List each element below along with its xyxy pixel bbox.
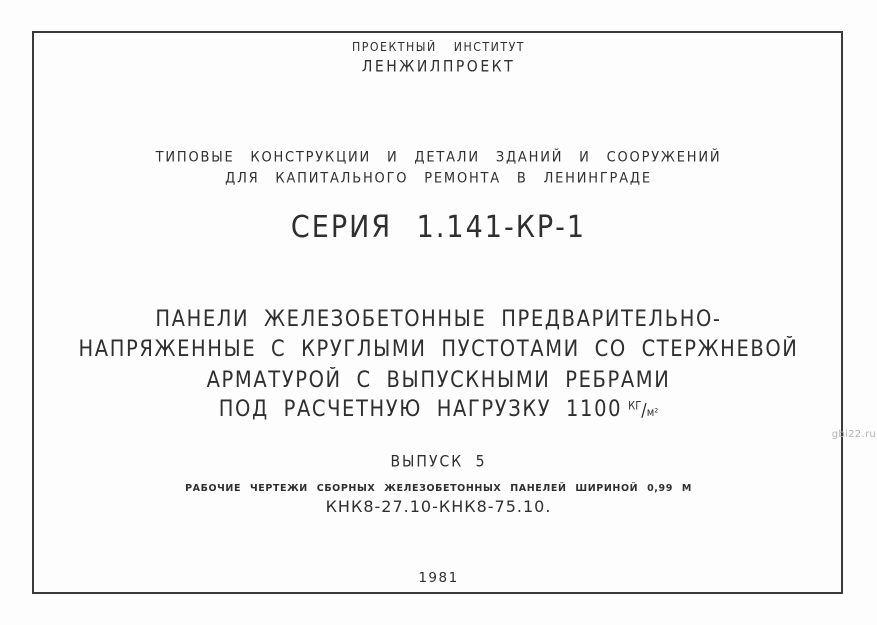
publication-year: 1981 [418,570,459,586]
load-unit-denominator: м² [646,407,659,420]
series-caption-line2: ДЛЯ КАПИТАЛЬНОГО РЕМОНТА В ЛЕНИНГРАДЕ [225,170,652,187]
load-unit [628,396,658,422]
load-phrase: ПОД РАСЧЕТНУЮ НАГРУЗКУ 1100 [218,396,623,422]
institute-name-line: ЛЕНЖИЛПРОЕКТ [361,58,516,76]
panel-marks-range: КНК8-27.10-КНК8-75.10. [325,497,552,516]
institute-type-line: ПРОЕКТНЫЙ ИНСТИТУТ [351,40,525,55]
main-title-line2: НАПРЯЖЕННЫЕ С КРУГЛЫМИ ПУСТОТАМИ СО СТЕРЖНЕВОЙ [78,336,799,362]
series-title: СЕРИЯ 1.141-КР-1 [290,210,587,245]
main-title-line1: ПАНЕЛИ ЖЕЛЕЗОБЕТОННЫЕ ПРЕДВАРИТЕЛЬНО- [155,306,722,332]
site-watermark: gbi22.ru [831,429,876,440]
load-unit-numerator: КГ [628,400,642,413]
issue-label: ВЫПУСК 5 [390,453,487,471]
series-caption-line1: ТИПОВЫЕ КОНСТРУКЦИИ И ДЕТАЛИ ЗДАНИЙ И СООРУЖЕНИЙ [155,149,722,166]
load-unit-slash: / [641,399,647,421]
main-title-line4 [0,396,877,422]
main-title-line3: АРМАТУРОЙ С ВЫПУСКНЫМИ РЕБРАМИ [206,367,671,393]
issue-subtitle: РАБОЧИЕ ЧЕРТЕЖИ СБОРНЫХ ЖЕЛЕЗОБЕТОННЫХ ПАНЕЛЕЙ ШИРИНОЙ 0,99 М [185,483,692,494]
